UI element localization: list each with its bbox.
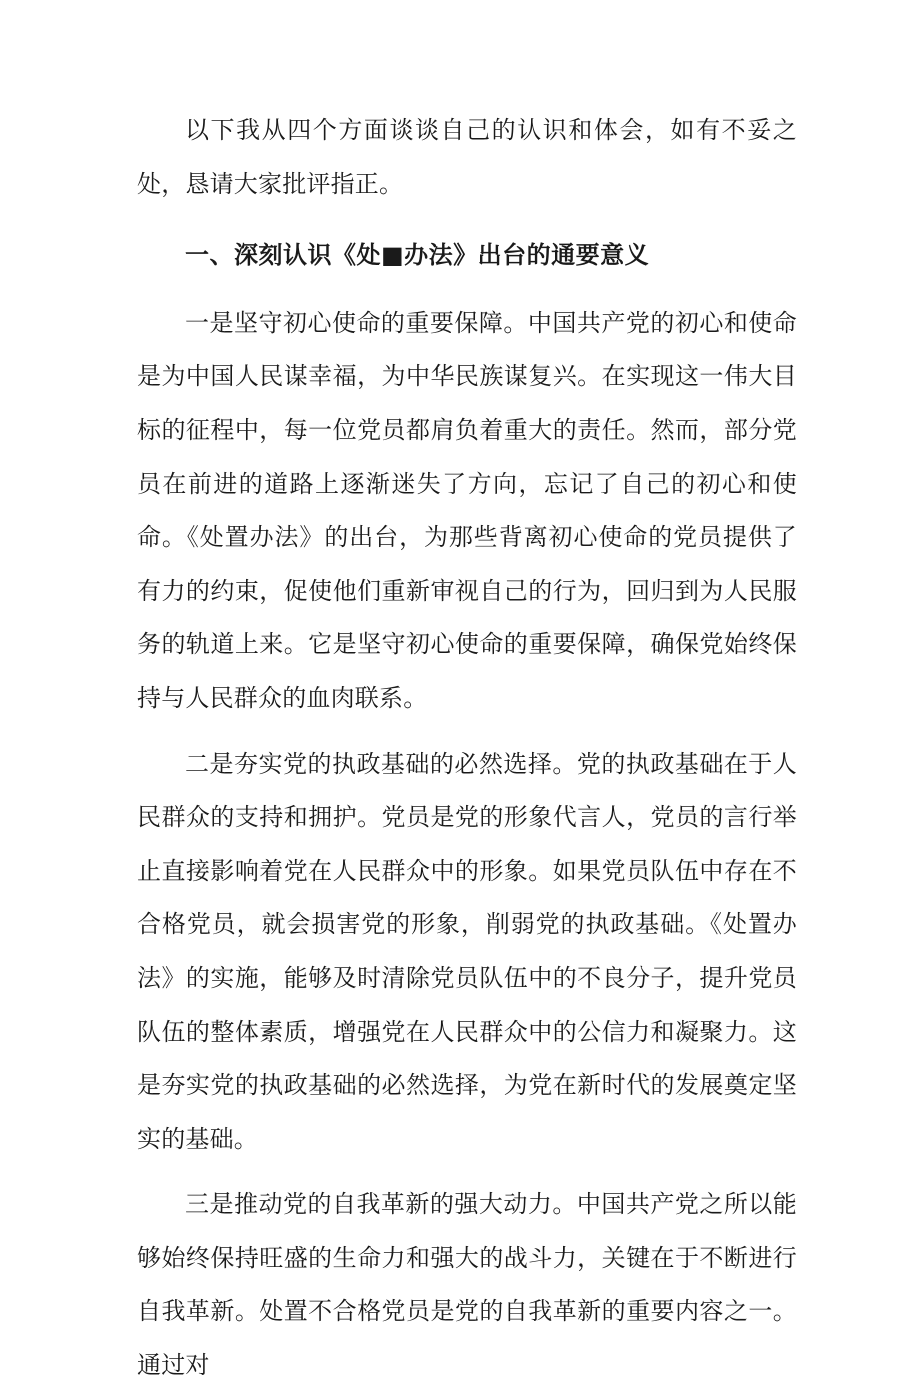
section-heading: 一、深刻认识《处■办法》出台的通要意义 xyxy=(185,241,650,270)
paragraph-third-point: 三是推动党的自我革新的强大动力。中国共产党之所以能够始终保持旺盛的生命力和强大的战斗力，关键在于不断进行自我革新。处置不合格党员是党的自我革新的重要内容之一。通过对 xyxy=(137,1190,797,1380)
document-body xyxy=(137,104,797,1393)
paragraph-first-point: 一是坚守初心使命的重要保障。中国共产党的初心和使命是为中国人民谋幸福，为中华民族谋复兴。在实现这一伟大目标的征程中，每一位党员都肩负着重大的责任。然而，部分党员在前进的道路上逐渐迷失了方向，忘记了自己的初心和使命。《处置办法》的出台，为那些背离初心使命的党员提供了有力的约束，促使他们重新审视自己的行为，回归到为人民服务的轨道上来。它是坚守初心使命的重要保障，确保党始终保持与人民群众的血肉联系。 xyxy=(137,308,797,712)
paragraph-second-point: 二是夯实党的执政基础的必然选择。党的执政基础在于人民群众的支持和拥护。党员是党的形象代言人，党员的言行举止直接影响着党在人民群众中的形象。如果党员队伍中存在不合格党员，就会损害党的形象，削弱党的执政基础。《处置办法》的实施，能够及时清除党员队伍中的不良分子，提升党员队伍的整体素质，增强党在人民群众中的公信力和凝聚力。这是夯实党的执政基础的必然选择，为党在新时代的发展奠定坚实的基础。 xyxy=(137,749,797,1153)
intro-paragraph: 以下我从四个方面谈谈自己的认识和体会，如有不妥之处，恳请大家批评指正。 xyxy=(137,116,797,198)
